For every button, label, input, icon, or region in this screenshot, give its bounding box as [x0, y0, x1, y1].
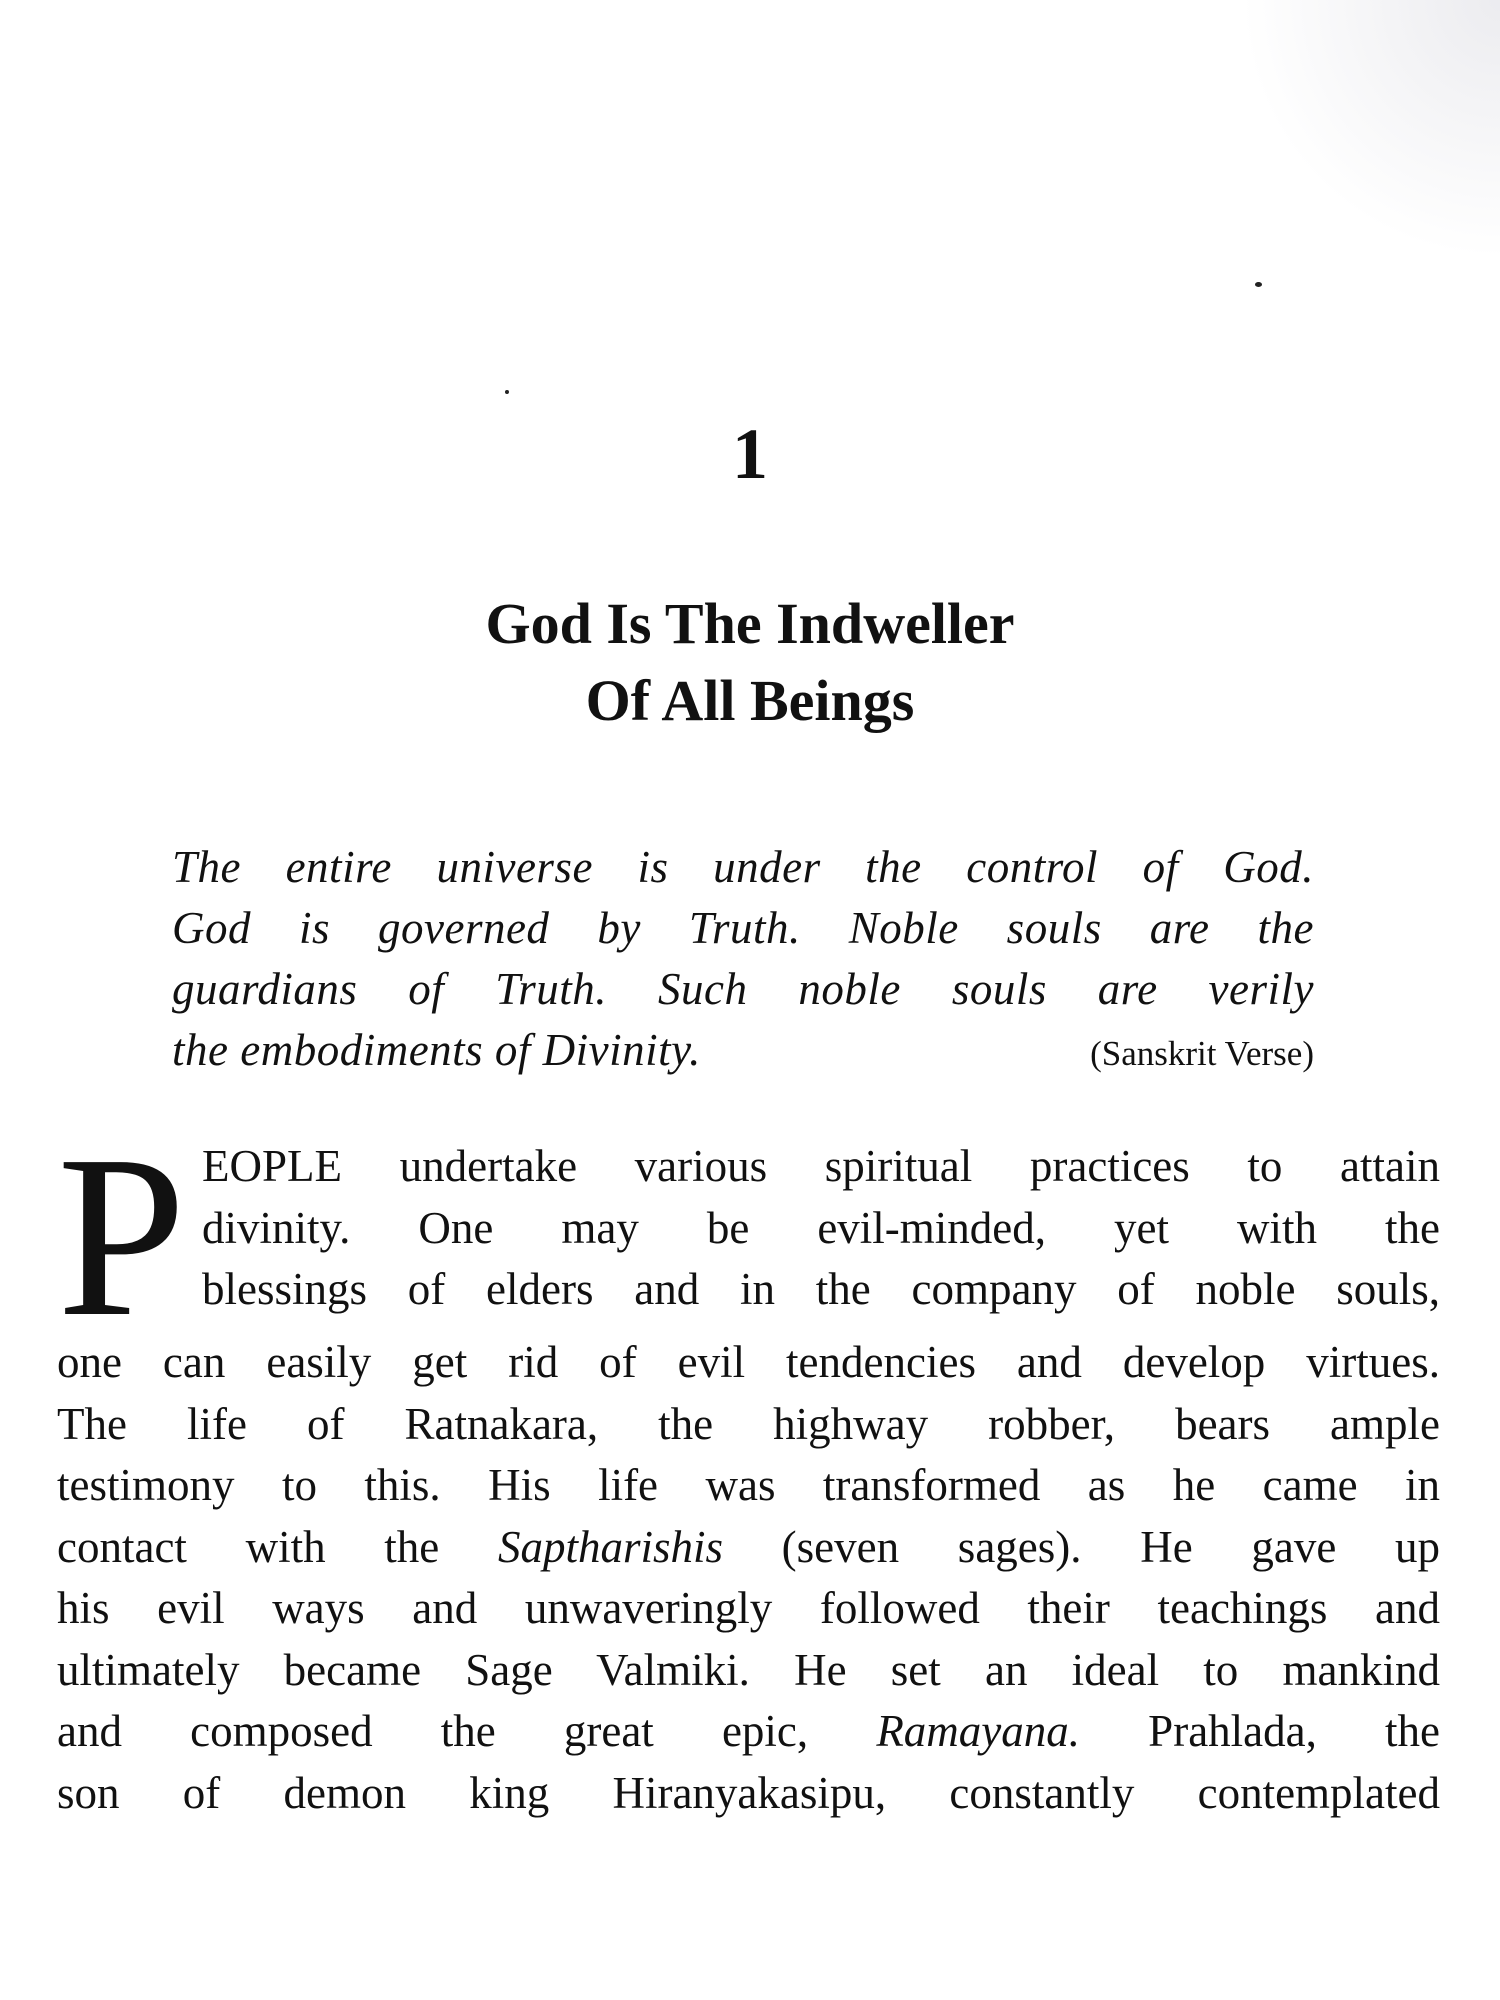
page-edge-shading	[1240, 0, 1500, 260]
epigraph-line: the embodiments of Divinity.	[172, 1025, 701, 1075]
epigraph	[172, 837, 1314, 1084]
body-line: divinity. One may be evil-minded, yet with the	[202, 1202, 1440, 1253]
body-line	[57, 1701, 1440, 1763]
body-text-italic: Saptharishis	[497, 1521, 723, 1572]
body-text-run: contact with the	[57, 1521, 498, 1572]
body-text-run: Prahlada, the	[1080, 1706, 1440, 1756]
scan-speck	[1255, 282, 1262, 287]
body-text-run: and composed the great epic,	[57, 1706, 877, 1756]
body-line: ultimately became Sage Valmiki. He set an ideal to mankind	[57, 1644, 1440, 1695]
epigraph-line: guardians of Truth. Such noble souls are verily	[172, 964, 1314, 1014]
body-text-run: (seven sages). He gave up	[723, 1521, 1440, 1572]
body-line	[57, 1517, 1440, 1579]
body-line: son of demon king Hiranyakasipu, constantly contemplated	[57, 1767, 1440, 1818]
chapter-title-line: God Is The Indweller	[485, 591, 1015, 656]
body-line: EOPLE undertake various spiritual practices to attain	[202, 1141, 1440, 1191]
epigraph-line: The entire universe is under the control of God.	[172, 842, 1314, 892]
scan-speck	[505, 390, 509, 394]
epigraph-line: God is governed by Truth. Noble souls are the	[172, 903, 1314, 953]
chapter-number: 1	[732, 414, 768, 494]
drop-cap: P	[57, 1108, 187, 1365]
body-text-italic: Ramayana.	[876, 1706, 1081, 1756]
body-line: one can easily get rid of evil tendencies and develop virtues.	[57, 1337, 1440, 1387]
epigraph-last-line	[172, 1020, 1314, 1084]
body-line: his evil ways and unwaveringly followed their teachings and	[57, 1583, 1440, 1633]
body-line: The life of Ratnakara, the highway robber, bears ample	[57, 1398, 1440, 1449]
body-line: testimony to this. His life was transformed as he came in	[57, 1460, 1440, 1510]
chapter-title	[0, 585, 1500, 739]
body-paragraph	[57, 1108, 1440, 1824]
chapter-title-line: Of All Beings	[585, 668, 915, 733]
body-line: blessings of elders and in the company of noble souls,	[202, 1264, 1440, 1314]
epigraph-source: (Sanskrit Verse)	[1090, 1034, 1314, 1073]
